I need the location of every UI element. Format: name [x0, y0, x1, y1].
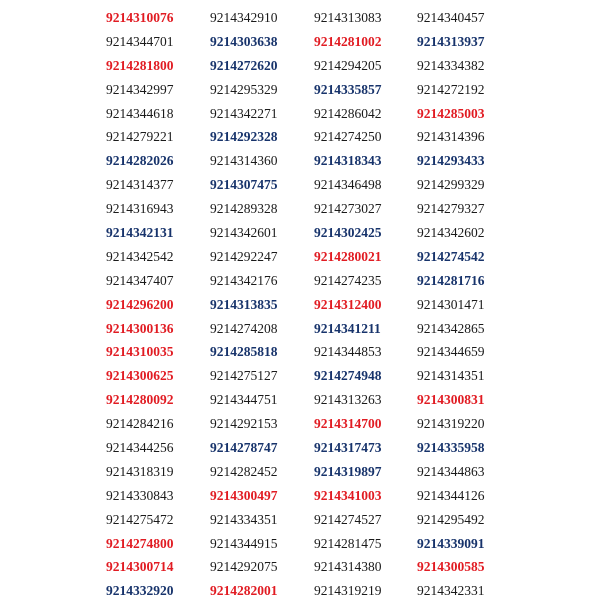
- phone-number: 9214344853: [314, 344, 382, 360]
- phone-number: 9214341003: [314, 487, 382, 503]
- phone-number: 9214334382: [417, 57, 485, 73]
- phone-number: 9214281475: [314, 535, 382, 551]
- phone-number: 9214281800: [106, 57, 174, 73]
- phone-number: 9214289328: [210, 201, 278, 217]
- phone-number: 9214295329: [210, 81, 278, 97]
- phone-number: 9214342601: [210, 225, 278, 241]
- phone-number: 9214274527: [314, 511, 382, 527]
- phone-number: 9214342542: [106, 248, 174, 264]
- phone-number: 9214340457: [417, 10, 485, 25]
- phone-number: 9214344256: [106, 440, 174, 456]
- phone-number: 9214300714: [106, 559, 174, 575]
- phone-number: 9214314380: [314, 559, 382, 575]
- phone-number: 9214318319: [106, 463, 174, 479]
- phone-number: 9214293433: [417, 153, 485, 169]
- phone-number: 9214272620: [210, 57, 278, 73]
- phone-number: 9214274948: [314, 368, 382, 384]
- phone-number: 9214292328: [210, 129, 278, 145]
- phone-number: 9214344618: [106, 105, 174, 121]
- phone-number: 9214278747: [210, 440, 278, 456]
- phone-number: 9214313937: [417, 33, 485, 49]
- phone-number: 9214300831: [417, 392, 485, 408]
- phone-number: 9214281002: [314, 33, 382, 49]
- phone-number: 9214344126: [417, 487, 485, 503]
- phone-number: 9214310076: [106, 10, 174, 25]
- phone-number: 9214334351: [210, 511, 278, 527]
- phone-number: 9214285818: [210, 344, 278, 360]
- phone-number: 9214282026: [106, 153, 174, 169]
- phone-number: 9214313083: [314, 10, 382, 25]
- number-column-1: [106, 6, 210, 603]
- phone-number: 9214344751: [210, 392, 278, 408]
- phone-number: 9214313263: [314, 392, 382, 408]
- phone-number: 9214275127: [210, 368, 278, 384]
- phone-number: 9214316943: [106, 201, 174, 217]
- phone-number: 9214301471: [417, 296, 485, 312]
- phone-number: 9214314396: [417, 129, 485, 145]
- phone-number: 9214318343: [314, 153, 382, 169]
- phone-number: 9214314700: [314, 416, 382, 432]
- number-column-2: [210, 6, 314, 603]
- phone-number: 9214342997: [106, 81, 174, 97]
- phone-number: 9214299329: [417, 177, 485, 193]
- phone-number: 9214280021: [314, 248, 382, 264]
- phone-number: 9214314351: [417, 368, 485, 384]
- phone-number: 9214330843: [106, 487, 174, 503]
- phone-number: 9214342602: [417, 225, 485, 241]
- phone-number: 9214273027: [314, 201, 382, 217]
- phone-number: 9214303638: [210, 33, 278, 49]
- phone-number: 9214281716: [417, 272, 485, 288]
- phone-number: 9214295492: [417, 511, 485, 527]
- phone-number: 9214307475: [210, 177, 278, 193]
- phone-number: 9214296200: [106, 296, 174, 312]
- number-column-3: [314, 6, 417, 603]
- phone-number: 9214292153: [210, 416, 278, 432]
- phone-number: 9214302425: [314, 225, 382, 241]
- phone-number: 9214319897: [314, 463, 382, 479]
- phone-number: 9214312400: [314, 296, 382, 312]
- phone-number: 9214310035: [106, 344, 174, 360]
- phone-number: 9214332920: [106, 583, 174, 599]
- phone-number: 9214319219: [314, 583, 382, 599]
- phone-number: 9214274542: [417, 248, 485, 264]
- phone-number: 9214346498: [314, 177, 382, 193]
- phone-number: 9214274208: [210, 320, 278, 336]
- phone-number: 9214335958: [417, 440, 485, 456]
- phone-number: 9214279327: [417, 201, 485, 217]
- phone-number: 9214339091: [417, 535, 485, 551]
- phone-number: 9214275472: [106, 511, 174, 527]
- phone-number: 9214285003: [417, 105, 485, 121]
- phone-number: 9214344659: [417, 344, 485, 360]
- phone-number: 9214342176: [210, 272, 278, 288]
- phone-number: 9214314377: [106, 177, 174, 193]
- phone-number: 9214335857: [314, 81, 382, 97]
- phone-number: 9214300136: [106, 320, 174, 336]
- phone-number: 9214342331: [417, 583, 485, 599]
- phone-number: 9214272192: [417, 81, 485, 97]
- phone-number: 9214314360: [210, 153, 278, 169]
- phone-number: 9214344863: [417, 463, 485, 479]
- phone-number: 9214319220: [417, 416, 485, 432]
- phone-number: 9214282001: [210, 583, 278, 599]
- phone-number: 9214342271: [210, 105, 278, 121]
- phone-number: 9214280092: [106, 392, 174, 408]
- phone-number: 9214300497: [210, 487, 278, 503]
- phone-number: 9214282452: [210, 463, 278, 479]
- phone-number: 9214292075: [210, 559, 278, 575]
- phone-number: 9214284216: [106, 416, 174, 432]
- phone-number: 9214342865: [417, 320, 485, 336]
- phone-number: 9214300585: [417, 559, 485, 575]
- phone-number: 9214344701: [106, 33, 174, 49]
- number-grid: [0, 6, 600, 603]
- phone-number: 9214274235: [314, 272, 382, 288]
- number-column-4: [417, 6, 520, 603]
- phone-number: 9214274250: [314, 129, 382, 145]
- phone-number: 9214286042: [314, 105, 382, 121]
- phone-number: 9214341211: [314, 320, 381, 336]
- phone-number: 9214279221: [106, 129, 174, 145]
- phone-number: 9214274800: [106, 535, 174, 551]
- phone-number: 9214300625: [106, 368, 174, 384]
- phone-number: 9214342131: [106, 225, 174, 241]
- phone-number: 9214347407: [106, 272, 174, 288]
- phone-number: 9214342910: [210, 10, 278, 25]
- phone-number: 9214344915: [210, 535, 278, 551]
- phone-number: 9214294205: [314, 57, 382, 73]
- phone-number: 9214292247: [210, 248, 278, 264]
- phone-number: 9214317473: [314, 440, 382, 456]
- phone-number: 9214313835: [210, 296, 278, 312]
